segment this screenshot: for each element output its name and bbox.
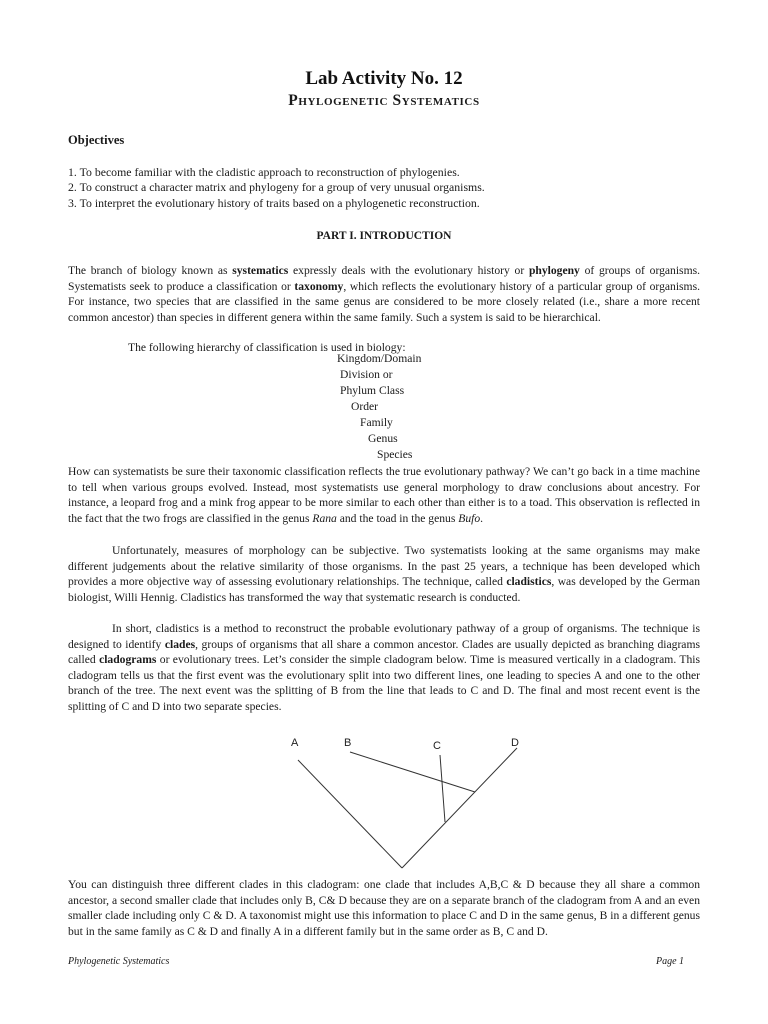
objective-item: 3. To interpret the evolutionary history of traits based on a phylogenetic reconstruction. bbox=[68, 195, 480, 210]
hierarchy-intro: The following hierarchy of classification is used in biology: bbox=[128, 341, 406, 354]
branch-c bbox=[440, 755, 445, 822]
term-clades: clades bbox=[164, 637, 196, 651]
footer-title: Phylogenetic Systematics bbox=[68, 956, 170, 967]
paragraph-taxonomy-question: How can systematists be sure their taxonomic classification reflects the true evolutionary pathway? We can’t go back in a time machine to tell when various groups evolved. Instead, most systematists use general morphology to draw conclusions about ancestry. For instance, a leopard frog and a mink frog appear to be more similar to each other than either is to a toad. This observation is reflected in the fact that the two frogs are classified in the genus Rana and the toad in the genus Bufo. bbox=[68, 465, 700, 525]
paragraph-three-clades: You can distinguish three different clades in this cladogram: one clade that includes A,B,C & D because they all share a common ancestor, a second smaller clade that includes only B, C& D because they are on a separate branch of the cladogram from A and an even smaller clade including only C & D. A taxonomist might use this information to place C and D in the same genus, B in a different genus but in the same family as C & D and finally A in a different family but in the same order as B, C and D. bbox=[68, 878, 700, 938]
hierarchy-level: Phylum Class bbox=[340, 384, 405, 397]
hierarchy-level: Order bbox=[351, 400, 379, 413]
taxon-label-d: D bbox=[511, 737, 519, 749]
hierarchy-level: Family bbox=[360, 416, 393, 429]
paragraph-cladistics: Unfortunately, measures of morphology can be subjective. Two systematists looking at the same organisms may make different judgements about the relative similarity of those organisms. In the past 25 years, a technique has been developed which provides a more objective way of assessing evolutionary relationships. The technique, called cladistics, was developed by the German biologist, Willi Hennig. Cladistics has transformed the way that systematic research is conducted. bbox=[68, 544, 700, 604]
term-cladograms: cladograms bbox=[99, 653, 157, 667]
term-systematics: systematics bbox=[232, 264, 289, 277]
hierarchy-level: Division or bbox=[340, 368, 393, 381]
taxon-label-c: C bbox=[433, 740, 441, 752]
hierarchy-level: Species bbox=[377, 448, 413, 461]
cladogram-diagram bbox=[280, 730, 540, 875]
section-heading: PART I. INTRODUCTION bbox=[316, 230, 452, 242]
objective-item: 2. To construct a character matrix and phylogeny for a group of very unusual organisms. bbox=[68, 180, 485, 195]
objective-item: 1. To become familiar with the cladistic approach to reconstruction of phylogenies. bbox=[68, 165, 460, 179]
paragraph-clades: In short, cladistics is a method to reconstruct the probable evolutionary pathway of a group of organisms. The technique is designed to identify clades, groups of organisms that all share a common ancestor. Clades are usually depicted as branching diagrams called cladograms or evolutionary trees. Let’s consider the simple cladogram below. Time is measured vertically in a cladogram. This cladogram tells us that the first event was the evolutionary split into two different lines, one leading to species A and one to the other branch of the tree. The next event was the splitting of B from the line that leads to C and D. The final and most recent event is the splitting of C and D into two separate species. bbox=[68, 622, 700, 713]
paragraph-systematics: The branch of biology known as systematics expressly deals with the evolutionary history or phylogeny of groups of organisms. Systematists seek to produce a classification or taxonomy, which reflects the evolutionary history of a particular group of organisms. For instance, two species that are classified in the same genus are considered to be more closely related (i.e., share a more recent common ancestor) than species in different genera within the same family. Such a system is said to be hierarchical. bbox=[68, 264, 700, 324]
branch-d bbox=[402, 748, 517, 868]
branch-b bbox=[350, 752, 475, 792]
term-cladistics: cladistics bbox=[506, 575, 552, 589]
taxon-label-b: B bbox=[344, 737, 352, 749]
hierarchy-level: Kingdom/Domain bbox=[337, 352, 422, 365]
page-title: Lab Activity No. 12 bbox=[305, 68, 463, 89]
branch-a bbox=[298, 760, 402, 868]
objectives-list bbox=[68, 165, 708, 211]
page-number: Page 1 bbox=[656, 956, 685, 967]
page-subtitle: Phylogenetic Systematics bbox=[288, 92, 480, 109]
term-taxonomy: taxonomy bbox=[294, 279, 344, 293]
taxon-label-a: A bbox=[291, 737, 299, 749]
objectives-heading: Objectives bbox=[68, 133, 125, 147]
genus-rana: Rana bbox=[312, 511, 337, 525]
hierarchy-level: Genus bbox=[368, 432, 398, 445]
term-phylogeny: phylogeny bbox=[528, 264, 580, 277]
genus-bufo: Bufo bbox=[458, 511, 481, 525]
